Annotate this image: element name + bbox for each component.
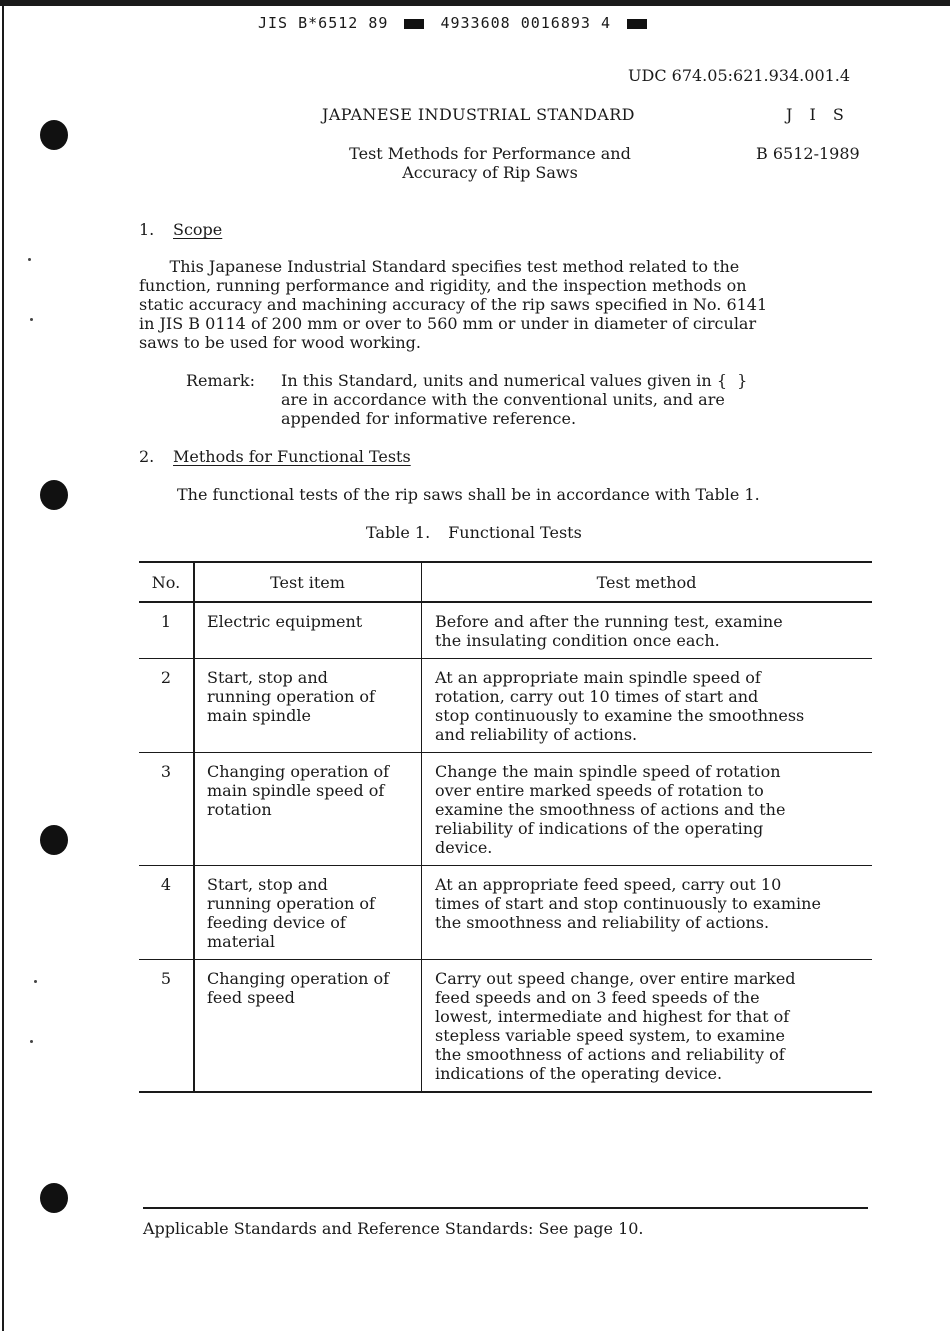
scan-speck: [34, 980, 37, 983]
punch-hole: [40, 480, 68, 510]
row-number: 2: [139, 659, 194, 753]
remark-text: In this Standard, units and numerical values given in { } are in accordance with the conventional units, and are appended for informative reference.: [281, 371, 748, 428]
section-number: 1.: [139, 220, 155, 239]
punch-hole: [40, 1183, 68, 1213]
column-header-no: No.: [139, 562, 194, 602]
test-method: Before and after the running test, examine the insulating condition once each.: [435, 612, 783, 650]
section-title: Methods for Functional Tests: [173, 447, 411, 466]
scan-speck: [28, 258, 31, 261]
table-header-row: [139, 562, 872, 602]
test-method: Carry out speed change, over entire marked feed speeds and on 3 feed speeds of the lowest, intermediate and highest for that of stepless variable speed system, to examine the smoothness of actions and reliability of indications of the operating device.: [435, 969, 796, 1083]
test-item: Start, stop and running operation of feeding device of material: [207, 875, 375, 951]
table-caption-label: Table 1.: [366, 523, 431, 542]
scan-speck: [30, 1040, 33, 1043]
column-header-test-method: Test method: [422, 562, 873, 602]
document-number: B 6512-1989: [756, 144, 860, 163]
table-row: [139, 659, 872, 753]
column-header-test-item: Test item: [194, 562, 422, 602]
remark-label: Remark:: [186, 371, 255, 390]
top-border: [0, 0, 950, 6]
left-border: [2, 0, 4, 1331]
section-2-heading: [139, 447, 411, 466]
scan-header-code: JIS B*6512 89: [258, 14, 389, 32]
row-number: 1: [139, 602, 194, 659]
scan-header-number: 4933608 0016893 4: [440, 14, 611, 32]
document-title: Test Methods for Performance and Accuracy of Rip Saws: [349, 144, 631, 182]
test-method: Change the main spindle speed of rotation over entire marked speeds of rotation to examine the smoothness of actions and the reliability of indications of the operating device.: [435, 762, 786, 857]
udc-code: UDC 674.05:621.934.001.4: [628, 66, 851, 85]
section-number: 2.: [139, 447, 155, 466]
functional-tests-table: [139, 561, 872, 1093]
functional-tests-paragraph: The functional tests of the rip saws shall be in accordance with Table 1.: [177, 485, 760, 504]
table-row: [139, 753, 872, 866]
section-title: Scope: [173, 220, 223, 239]
test-item: Electric equipment: [207, 612, 363, 631]
test-method: At an appropriate feed speed, carry out 10 times of start and stop continuously to examine the smoothness and reliability of actions.: [435, 875, 821, 932]
standard-title: JAPANESE INDUSTRIAL STANDARD: [322, 105, 635, 124]
punch-hole: [40, 120, 68, 150]
scan-header-line: [258, 14, 653, 34]
black-block-mark: [404, 19, 424, 29]
scope-paragraph: This Japanese Industrial Standard specifies test method related to the function, running performance and rigidity, and the inspection methods on static accuracy and machining accuracy of the rip saws specified in No. 6141 in JIS B 0114 of 200 mm or over to 560 mm or under in diameter of circular saws to be used for wood working.: [139, 257, 768, 352]
footnote-divider: [143, 1207, 868, 1209]
row-number: 5: [139, 960, 194, 1093]
table-row: [139, 960, 872, 1093]
test-method: At an appropriate main spindle speed of rotation, carry out 10 times of start and stop continuously to examine the smoothness and reliability of actions.: [435, 668, 805, 744]
scan-speck: [30, 318, 33, 321]
row-number: 3: [139, 753, 194, 866]
footnote: Applicable Standards and Reference Standards: See page 10.: [143, 1219, 644, 1238]
table-row: [139, 602, 872, 659]
section-1-heading: [139, 220, 222, 239]
table-caption: [366, 523, 582, 542]
row-number: 4: [139, 866, 194, 960]
test-item: Start, stop and running operation of main spindle: [207, 668, 375, 725]
test-item: Changing operation of feed speed: [207, 969, 390, 1007]
black-block-mark: [627, 19, 647, 29]
punch-hole: [40, 825, 68, 855]
test-item: Changing operation of main spindle speed of rotation: [207, 762, 390, 819]
jis-label: J I S: [786, 105, 850, 124]
table-row: [139, 866, 872, 960]
table-caption-title: Functional Tests: [448, 523, 582, 542]
